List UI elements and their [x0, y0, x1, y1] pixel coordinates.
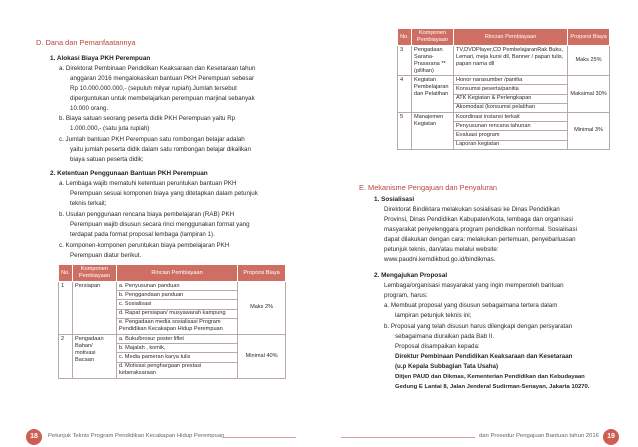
cell-no: 5	[398, 112, 412, 149]
cell-rincian: c. Media pameran karya tulis	[116, 353, 237, 362]
line: Perempuan diatur berikut.	[70, 252, 142, 259]
sosialisasi-title: 1. Sosialisasi	[374, 196, 415, 203]
line: petunjuk teknis, dan/atau melalui website:	[384, 246, 499, 253]
col-header-no: No.	[59, 265, 73, 282]
cell-rincian: Honor narasumber /panitia	[453, 76, 567, 85]
cell-no: 2	[59, 334, 73, 378]
cell-rincian: Laporan kegiatan	[453, 140, 567, 149]
line: diperguntukan untuk membelajarkan perempuan marjinal sebanyak	[70, 95, 255, 102]
line: Perempuan sesuai komponen biaya yang ditetapkan dalam petunjuk	[70, 190, 258, 197]
line: (u.p Kepala Subbagian Tata Usaha)	[395, 363, 499, 370]
cell-rincian: Penyusunan rencana tahunan	[453, 122, 567, 131]
footer-right: dan Prosedur Pengajuan Bantuan tahun 2016	[479, 433, 599, 439]
cell-rincian: a. Penyusunan panduan	[116, 282, 237, 291]
cell-rincian: b. Majalah , komik,	[116, 344, 237, 353]
cell-rincian: c. Sosialisasi	[116, 300, 237, 309]
cell-rincian: Konsumsi peserta/panitia	[453, 85, 567, 94]
line: 10.000 orang.	[70, 105, 109, 112]
line: Gedung E Lantai 8, Jalan Jenderal Sudirman-Senayan, Jakarta 10270.	[395, 384, 590, 390]
cell-komponen: Manajemen Kegiatan	[411, 112, 453, 149]
table-row	[59, 282, 286, 291]
line: c. Komponen-komponen peruntukan biaya pembelajaran PKH	[59, 242, 230, 249]
footer-left: Petunjuk Teknis Program Pendidikan Kecakapan Hidup Perempuan	[48, 433, 225, 439]
cell-rincian: Evaluasi program	[453, 131, 567, 140]
line: dapat dilakukan dengan cara: melakukan pertemuan, penyebarluasan	[384, 236, 576, 243]
cell-rincian: d. Motivasi penghargaan prestasi keberaksaraan	[116, 362, 237, 378]
alokasi-title: 1. Alokasi Biaya PKH Perempuan	[50, 55, 151, 62]
line: a. Lembaga wajib mematuhi ketentuan peruntukan bantuan PKH	[59, 180, 237, 187]
line: Proposal disampaikan kepada:	[395, 343, 480, 350]
line: b. Biaya satuan seorang peserta didik PKH Perempuan yaitu Rp	[59, 115, 236, 122]
table-row	[398, 112, 610, 121]
line: a. Membuat proposal yang disusun sebagaimana tertera dalam	[384, 302, 558, 309]
col-header-rincian: Rincian Pembiayaan	[453, 29, 567, 46]
cell-proporsi: Minimal 3%	[568, 112, 610, 149]
biaya-table-right	[397, 28, 610, 150]
line: lampiran petunjuk teknis ini;	[395, 312, 472, 319]
right-page	[319, 0, 638, 447]
section-d-title: D. Dana dan Pemanfaatannya	[36, 38, 136, 47]
line: b. Proposal yang telah disusun harus dilengkapi dengan persyaratan	[384, 323, 573, 330]
line: Direktur Pembinaan Pendidikan Keaksaraan dan Kesetaraan	[395, 353, 573, 360]
col-header-no: No.	[398, 29, 412, 46]
table-row	[398, 46, 610, 76]
cell-komponen: Pengadaan Bahan/ motivasi Bacaan	[72, 334, 116, 378]
line: anggaran 2016 mengalokasikan bantuan PKH Perempuan sebesar	[70, 75, 255, 82]
ketentuan-title: 2. Ketentuan Penggunaan Bantuan PKH Perempuan	[50, 170, 208, 177]
cell-no: 1	[59, 282, 73, 335]
line: terdapat pada format proposal lembaga (lampiran 1).	[70, 231, 215, 238]
line: teknis terkait;	[70, 200, 107, 207]
line: Provinsi, Dinas Pendidikan Kabupaten/Kota, lembaga dan organisasi	[384, 216, 573, 223]
cell-rincian: b. Penggandaan panduan	[116, 291, 237, 300]
cell-proporsi: Maks 25%	[568, 46, 610, 76]
col-header-proporsi: Proporsi Biaya	[568, 29, 610, 46]
section-e-title: E. Mekanisme Pengajuan dan Penyaluran	[359, 183, 498, 192]
cell-proporsi: Maksimal 30%	[568, 76, 610, 113]
cell-rincian: TV,DVDPlayer,CD PembelajaranRak Buku, Lemari, meja kursi dll, Banner / papan tulis, papan nama dll	[453, 46, 567, 76]
line: Ditjen PAUD dan Dikmas, Kementerian Pendidikan dan Kebudayaan	[395, 374, 585, 380]
cell-proporsi: Maks 2%	[238, 282, 286, 335]
line: masyarakat penyelenggara program pendidikan nonformal. Sosialisasi	[384, 226, 577, 233]
col-header-komponen: Komponen Pembiayaan	[72, 265, 116, 282]
cell-rincian: ATK Kegiatan & Perlengkapan	[453, 94, 567, 103]
line: Direktorat Bindiktara melakukan sosialisasi ke Dinas Pendidikan	[384, 206, 560, 213]
cell-proporsi: Minimal 40%	[238, 334, 286, 378]
cell-komponen: Persiapan	[72, 282, 116, 335]
line: c. Jumlah bantuan PKH Perempuan satu rombongan belajar adalah	[59, 136, 245, 143]
line: sebagaimana diuraikan pada Bab II.	[395, 333, 495, 340]
proposal-title: 2. Mengajukan Proposal	[374, 272, 448, 279]
cell-rincian: a. Buku/brosur poster liflet	[116, 334, 237, 343]
line: yaitu jumlah peserta didik dalam satu rombongan belajar dikalikan	[70, 146, 251, 153]
line: Lembaga/organisasi masyarakat yang ingin memperoleh bantuan	[384, 282, 564, 289]
line: a. Direktorat Pembinaan Pendidikan Keaksaraan dan Kesetaraan tahun	[59, 65, 256, 72]
table-row	[398, 76, 610, 85]
page-number-left: 18	[26, 429, 42, 445]
page-number-right: 19	[603, 429, 619, 445]
line: b. Usulan penggunaan rencana biaya pembelajaran (RAB) PKH	[59, 211, 235, 218]
line: 1.000.000,- (satu juta rupiah)	[70, 125, 150, 132]
cell-komponen: Kegiatan Pembelajaran dan Pelatihan	[411, 76, 453, 113]
cell-rincian: Koordinasi instansi terkait	[453, 112, 567, 121]
cell-no: 3	[398, 46, 412, 76]
footer-divider-left	[222, 437, 296, 438]
footer-divider-right	[341, 437, 475, 438]
cell-rincian: d. Rapat persiapan/ musyawarah kampung	[116, 309, 237, 318]
website-link[interactable]: www.paudni.kemdikbud.go.id/bindikmas.	[384, 256, 496, 263]
cell-komponen: Pengadaan Sarana-Prasarana **(pilihan)	[411, 46, 453, 76]
cell-rincian: e. Pengadaan media sosialisasi Program Pendidikan Kecakapan Hidup Perempuan	[116, 318, 237, 334]
line: program, harus:	[384, 292, 428, 299]
cell-no: 4	[398, 76, 412, 113]
line: Perempuan wajib disusun secara rinci menggunakan format yang	[70, 221, 250, 228]
col-header-proporsi: Proporsi Biaya	[238, 265, 286, 282]
cell-rincian: Akomodasi (konsumsi pelatihan	[453, 103, 567, 112]
line: Rp 10.000.000.000,- (sepuluh milyar rupiah).Jumlah tersebut	[70, 85, 237, 92]
col-header-komponen: Komponen Pembiayaan	[411, 29, 453, 46]
table-row	[59, 334, 286, 343]
line: biaya satuan peserta didik;	[70, 156, 144, 163]
biaya-table-left	[58, 264, 286, 379]
col-header-rincian: Rincian Pembiayaan	[116, 265, 237, 282]
